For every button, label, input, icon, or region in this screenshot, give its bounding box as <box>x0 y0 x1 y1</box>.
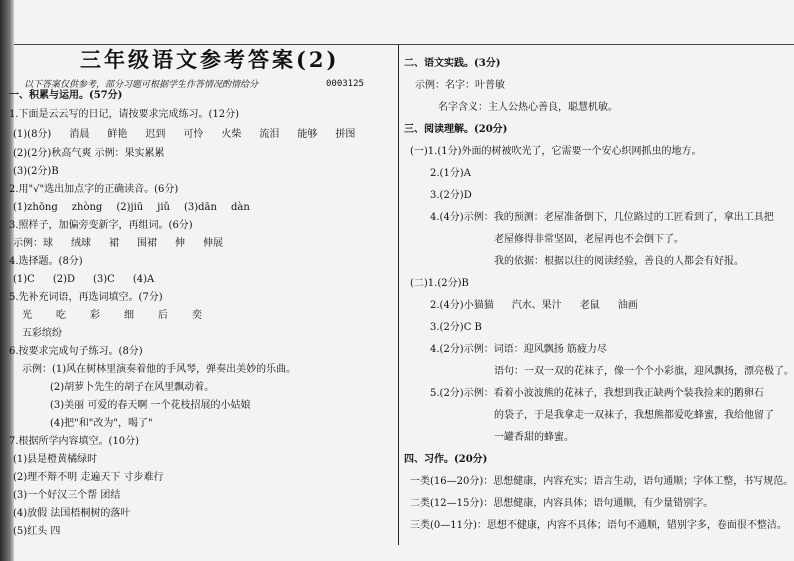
pinyin-answer: jiǔ <box>157 202 170 213</box>
fill-word: 彩 <box>90 310 100 321</box>
q6-1-answer: 示例：(1)风在树林里演奏着他的手风琴，弹奏出美妙的乐曲。 <box>22 364 297 375</box>
passage1-q4-line3: 我的依据：根据以往的阅读经验，善良的人都会有好报。 <box>494 256 744 267</box>
s2-name-meaning: 名字含义：主人公热心善良，聪慧机敏。 <box>438 102 618 113</box>
q4-prompt: 4.选择题。(8分) <box>9 256 83 267</box>
answer-word: 能够 <box>297 129 318 140</box>
q5-prompt: 5.先补充词语，再选词填空。(7分) <box>9 292 163 303</box>
s2-example-name: 示例：名字：叶普敏 <box>415 80 505 91</box>
section-1-heading: 一、积累与运用。(57分) <box>9 90 123 101</box>
scoring-note: 以下答案仅供参考，部分习题可根据学生作答情况酌情给分 <box>24 80 259 90</box>
passage2-q3: 3.(2分)C B <box>430 322 482 333</box>
q2-prompt: 2.用"√"选出加点字的正确读音。(6分) <box>9 184 179 195</box>
section-4-heading: 四、习作。(20分) <box>404 454 488 465</box>
q6-3-answer: (3)美丽 可爱的春天啊 一个花枝招展的小姑娘 <box>50 400 251 411</box>
answer-word: 迟到 <box>145 129 166 140</box>
passage2-q4-line2: 语句：一双一双的花袜子，像一个个小彩旗，迎风飘扬，漂亮极了。 <box>494 366 794 377</box>
answer-word: 鲜艳 <box>107 129 128 140</box>
passage2-q2 <box>430 300 638 312</box>
q7-prompt: 7.根据所学内容填空。(10分) <box>9 436 140 447</box>
pinyin-answer: (3)dān <box>183 202 217 213</box>
section-3-heading: 三、阅读理解。(20分) <box>404 124 508 135</box>
column-divider <box>398 45 399 545</box>
grading-class-3: 三类(0—11分)：思想不健康，内容不具体；语句不通顺，错别字多，卷面很不整洁。 <box>410 520 787 531</box>
q7-2-answer: (2)理不辩不明 走遍天下 寸步难行 <box>13 472 164 483</box>
q6-2-answer: (2)胡萝卜先生的胡子在风里飘动着。 <box>50 382 215 393</box>
answer-word: 老鼠 <box>579 300 600 311</box>
passage1-q2: 2.(1分)A <box>430 168 471 179</box>
answer-word: 汽水、果汁 <box>511 300 562 311</box>
answer-word: 火柴 <box>221 129 242 140</box>
passage1-q4-line1: 4.(4分)示例：我的预测：老屋准备倒下，几位路过的工匠看到了，拿出工具把 <box>430 212 774 223</box>
q1-1-label: (1)(8分) <box>13 129 52 140</box>
q5-fill-answer: 五彩缤纷 <box>22 328 62 339</box>
grading-class-2: 二类(12—15分)：思想健康，内容具体；语句通顺，有少量错别字。 <box>410 498 714 509</box>
passage2-q5-line3: 一罐香甜的蜂蜜。 <box>494 432 574 443</box>
passage2-q1: (二)1.(2分)B <box>410 278 469 289</box>
section-2-heading: 二、语文实践。(3分) <box>404 58 501 69</box>
answer-word: 消晨 <box>69 129 90 140</box>
q1-prompt: 1.下面是云云写的日记，请按要求完成练习。(12分) <box>9 109 240 120</box>
q1-2-answer: (2)(2分)秋高气爽 示例：果实累累 <box>13 148 165 159</box>
grading-class-1: 一类(16—20分)：思想健康，内容充实；语言生动，语句通顺；字体工整，书写规范。 <box>410 476 794 487</box>
q1-3-answer: (3)(2分)B <box>13 166 59 177</box>
pinyin-answer: (1)zhōng <box>13 202 58 213</box>
page-title: 三年级语文参考答案(2) <box>80 47 340 72</box>
passage2-q5-line2: 的袋子，于是我拿走一双袜子，我想熊都爱吃蜂蜜，我给他留了 <box>494 410 774 421</box>
example-word: 裙 <box>109 238 119 249</box>
q2-answers <box>13 202 250 214</box>
q6-4-answer: (4)把"和"改为"，喝了" <box>50 418 153 429</box>
pinyin-answer: dàn <box>230 202 250 213</box>
fill-word: 后 <box>158 310 168 321</box>
answer-word: 油画 <box>617 300 638 311</box>
passage2-q2-label: 2.(4分)小猫猫 <box>430 300 494 311</box>
q7-3-answer: (3)一个好汉三个帮 团结 <box>13 490 121 501</box>
example-word: 伸展 <box>203 238 223 249</box>
fill-word: 光 <box>22 310 32 321</box>
answer-word: 可怜 <box>183 129 204 140</box>
q6-prompt: 6.按要求完成句子练习。(8分) <box>9 346 143 357</box>
q7-1-answer: (1)县是橙黄橘绿时 <box>13 454 98 465</box>
pinyin-answer: (2)jiū <box>116 202 144 213</box>
q7-4-answer: (4)放假 法国梧桐树的落叶 <box>13 508 131 519</box>
example-word: 绒球 <box>71 238 91 249</box>
choice-answer: (3)C <box>93 274 115 285</box>
example-word: 示例：球 <box>13 238 53 249</box>
q5-words <box>22 310 202 322</box>
example-word: 伸 <box>175 238 185 249</box>
fill-word: 奕 <box>192 310 202 321</box>
q7-5-answer: (5)红头 四 <box>13 526 61 537</box>
q1-1-answers <box>13 129 355 141</box>
binding-edge <box>0 0 14 561</box>
choice-answer: (1)C <box>13 274 35 285</box>
fill-word: 吃 <box>56 310 66 321</box>
passage1-q4-line2: 老屋修得非常坚固，老屋再也不会倒下了。 <box>494 234 684 245</box>
q3-prompt: 3.照样子，加偏旁变新字，再组词。(6分) <box>9 220 193 231</box>
answer-word: 拼图 <box>335 129 356 140</box>
passage1-q1: (一)1.(1分)外面的树被吹光了，它需要一个安心织网抓虫的地方。 <box>410 146 702 157</box>
q4-answers <box>13 274 154 286</box>
passage1-q3: 3.(2分)D <box>430 190 472 201</box>
document-code: 0003125 <box>326 79 364 89</box>
fill-word: 细 <box>124 310 134 321</box>
q3-example <box>13 238 223 250</box>
pinyin-answer: zhòng <box>71 202 103 213</box>
example-word: 围裙 <box>137 238 157 249</box>
passage2-q4-line1: 4.(2分)示例：词语：迎风飘扬 筋疲力尽 <box>430 344 607 355</box>
choice-answer: (2)D <box>52 274 76 285</box>
choice-answer: (4)A <box>132 274 155 285</box>
answer-word: 流泪 <box>259 129 280 140</box>
passage2-q5-line1: 5.(2分)示例：看着小波波熊的花袜子，我想到我正缺两个装我捡来的鹅卵石 <box>430 388 764 399</box>
